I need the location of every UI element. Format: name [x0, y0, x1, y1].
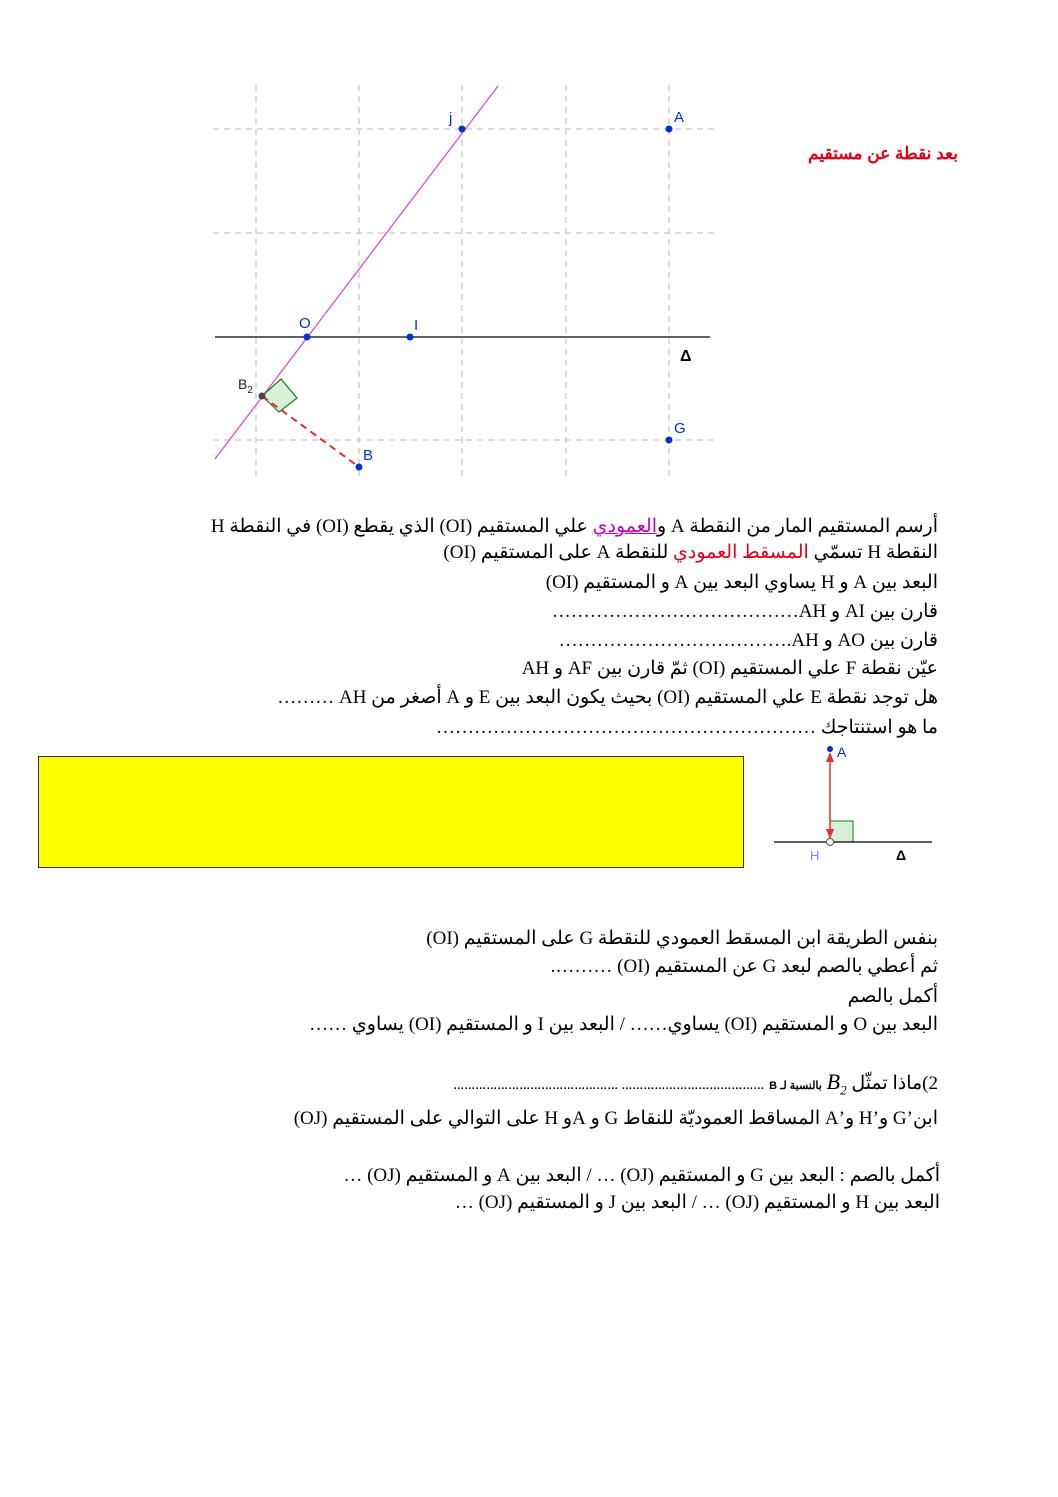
arrow-head-up: [826, 752, 834, 762]
right-angle-marker: [262, 379, 297, 412]
point-g: [666, 437, 673, 444]
label-g: G: [674, 420, 686, 437]
line-oj: [215, 86, 498, 459]
point-b: [356, 464, 363, 471]
instruction-line-4: قارن بين AI و AH…………………………………: [551, 601, 938, 622]
instruction-2-part-a: النقطة H تسمّي: [808, 542, 938, 563]
conclusion-answer-box[interactable]: [38, 756, 744, 868]
question-2-subscript: 2: [840, 1082, 847, 1098]
question-2-symbol: $B_2$: [826, 1069, 847, 1098]
instruction-line-1: [211, 515, 938, 539]
section2-line-1: بنفس الطريقة ابن المسقط العمودي للنقطة G على المستقيم (OI): [426, 928, 938, 949]
instruction-line-7: هل توجد نقطة E علي المستقيم (OI) بحيث يكون البعد بين E و A أصغر من AH ………: [277, 687, 938, 708]
instruction-2-term: المسقط العمودي: [673, 542, 809, 563]
instruction-line-6: عيّن نقطة F علي المستقيم (OI) ثمّ قارن بين AF و AH: [521, 658, 938, 679]
instruction-line-3: البعد بين A و H يساوي البعد بين A و المستقيم (OI): [545, 572, 938, 593]
label-o: O: [299, 315, 311, 332]
geometry-figure: [0, 0, 1058, 500]
question-2-text: ماذا تمثّل: [846, 1073, 923, 1094]
instruction-1-term: العمودي: [592, 516, 657, 537]
question-2-dots: ………………………………… ………………………………………: [453, 1080, 765, 1092]
label-delta: Δ: [896, 847, 907, 863]
section2-line-7: البعد بين H و المستقيم (OJ) … / البعد بين J و المستقيم (OJ) …: [454, 1192, 940, 1213]
points: [259, 126, 673, 471]
section2-line-4: البعد بين O و المستقيم (OI) يساوي…… / البعد بين I و المستقيم (OI) يساوي ……: [309, 1014, 938, 1035]
instruction-line-8: ما هو استنتاجك ……………………………………………………: [436, 717, 938, 738]
point-o: [304, 334, 311, 341]
section2-line-6: أكمل بالصم : البعد بين G و المستقيم (OJ) … / البعد بين A و المستقيم (OJ) …: [343, 1165, 940, 1186]
label-delta: Δ: [680, 348, 692, 365]
grid-lines: [213, 85, 715, 478]
section2-line-2: ثم أعطي بالصم لبعد G عن المستقيم (OI) ……….: [550, 956, 938, 977]
question-2-small: بالنسبة لـ B: [769, 1080, 822, 1092]
right-angle-square: [830, 821, 853, 842]
point-i: [407, 334, 414, 341]
point-b2: [259, 393, 266, 400]
label-a: A: [837, 744, 847, 760]
label-j: j: [449, 110, 453, 127]
instruction-1-part-a: أرسم المستقيم المار من النقطة A و: [656, 516, 938, 537]
worksheet-title: بعد نقطة عن مستقيم: [808, 144, 958, 163]
label-h: H: [810, 848, 820, 863]
label-a: A: [674, 109, 685, 126]
instruction-line-5: قارن بين AO و AH.………………………………: [558, 630, 938, 651]
perpendicular-figure: [770, 740, 940, 870]
point-a: [827, 746, 833, 752]
section2-line-5: ابن’G و’H و’A المساقط العموديّة للنقاط G و Aو H على التوالي على المستقيم (OJ): [293, 1108, 938, 1129]
question-2-number: 2): [922, 1073, 938, 1094]
label-i: I: [414, 317, 419, 334]
instruction-2-part-c: للنقطة A على المستقيم (OI): [443, 542, 673, 563]
point-h: [827, 839, 834, 846]
label-b: B: [363, 447, 374, 464]
point-a: [666, 126, 673, 133]
instruction-line-2: [443, 541, 938, 565]
label-b2-subscript: 2: [247, 385, 253, 396]
instruction-1-part-c: علي المستقيم (OI) الذي يقطع (OI) في النقطة H: [210, 516, 593, 537]
section2-line-3: أكمل بالصم: [847, 986, 938, 1007]
point-j: [459, 126, 466, 133]
label-b2: $B_2$: [238, 376, 253, 396]
perpendicular-dashed: [262, 396, 359, 467]
question-2: [453, 1068, 938, 1104]
